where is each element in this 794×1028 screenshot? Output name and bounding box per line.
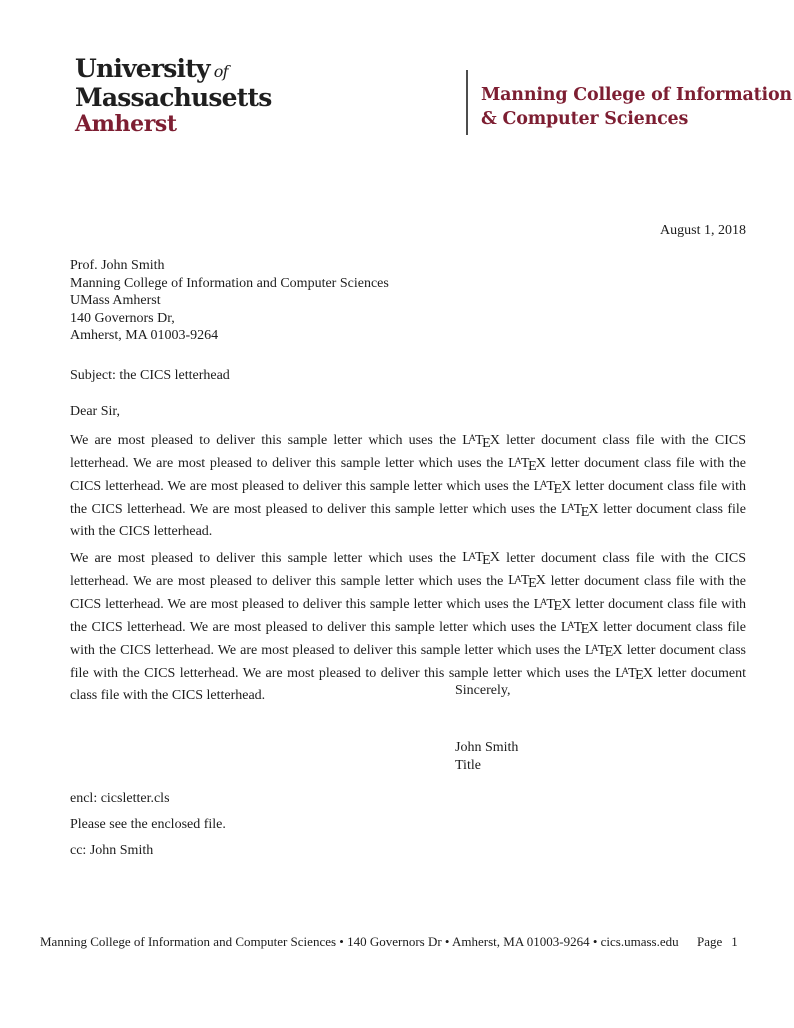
signature-block bbox=[455, 739, 518, 775]
latex-logo: $L^ATEX$ bbox=[508, 455, 546, 474]
latex-logo: $L^ATEX$ bbox=[615, 665, 654, 684]
salutation: Dear Sir, bbox=[70, 404, 120, 419]
latex-logo: $L^ATEX$ bbox=[462, 550, 501, 569]
subject-line: Subject: the CICS letterhead bbox=[70, 368, 230, 383]
body-paragraph-2: We are most pleased to deliver this sample letter which uses the $L^ATEX$ letter document class file with the CICS letterhead. We are most pleased to deliver this sample letter which uses the $L^ATEX$ letter document class file with the CICS letterhead. We are most pleased to deliver this sample letter which uses the $L^ATEX$ letter document class file with the CICS letterhead. We are most pleased to deliver this sample letter which uses the $L^ATEX$ letter document class file with the CICS letterhead. We are most pleased to deliver this sample letter which uses the $L^ATEX$ letter document class file with the CICS letterhead. We are most pleased to deliver this sample letter which uses the $L^ATEX$ letter document class file with the CICS letterhead. bbox=[70, 550, 747, 703]
latex-logo: $L^ATEX$ bbox=[462, 432, 501, 451]
recipient-name: Prof. John Smith bbox=[70, 258, 165, 273]
recipient-org: Manning College of Information and Computer Sciences bbox=[70, 275, 389, 291]
date: August 1, 2018 bbox=[660, 223, 746, 238]
page-number-value: 1 bbox=[731, 934, 738, 949]
logo-university-word: University bbox=[75, 54, 210, 83]
latex-logo: $L^ATEX$ bbox=[533, 596, 572, 615]
signature-title: Title bbox=[455, 758, 481, 773]
logo-of-word: of bbox=[213, 62, 228, 81]
latex-logo: $L^ATEX$ bbox=[533, 478, 572, 497]
body-paragraph-1: We are most pleased to deliver this sample letter which uses the $L^ATEX$ letter document class file with the CICS letterhead. We are most pleased to deliver this sample letter which uses the $L^ATEX$ letter document class file with the CICS letterhead. We are most pleased to deliver this sample letter which uses the $L^ATEX$ letter document class file with the CICS letterhead. We are most pleased to deliver this sample letter which uses the $L^ATEX$ letter document class file with the CICS letterhead. bbox=[70, 432, 747, 540]
enclosure-line: encl: cicsletter.cls bbox=[70, 791, 170, 806]
signature-name: John Smith bbox=[455, 740, 519, 755]
letterhead bbox=[0, 0, 794, 160]
umass-logo bbox=[75, 56, 272, 137]
college-name bbox=[481, 83, 792, 131]
latex-logo: $L^ATEX$ bbox=[508, 573, 546, 592]
letter-body bbox=[70, 430, 746, 711]
recipient-street: 140 Governors Dr, bbox=[70, 310, 175, 326]
recipient-address bbox=[70, 257, 746, 345]
latex-logo: $L^ATEX$ bbox=[560, 501, 599, 520]
page-number-word: Page bbox=[697, 934, 723, 949]
recipient-campus: UMass Amherst bbox=[70, 293, 161, 309]
closing: Sincerely, bbox=[455, 683, 511, 698]
latex-logo: $L^ATEX$ bbox=[560, 619, 599, 638]
logo-campus-word: Amherst bbox=[75, 111, 177, 137]
recipient-city: Amherst, MA 01003-9264 bbox=[70, 328, 219, 344]
college-name-line1: Manning College of Information bbox=[481, 85, 792, 105]
cc-line: cc: John Smith bbox=[70, 843, 154, 858]
logo-state-word: Massachusetts bbox=[75, 83, 272, 112]
enclosure-note: Please see the enclosed file. bbox=[70, 817, 226, 832]
letterhead-divider bbox=[466, 70, 468, 135]
page-number bbox=[697, 934, 738, 950]
logo-university-line bbox=[75, 56, 272, 85]
footer-address: Manning College of Information and Computer Sciences • 140 Governors Dr • Amherst, MA 01003-9264 • cics.umass.edu bbox=[40, 934, 679, 949]
latex-logo: $L^ATEX$ bbox=[584, 642, 623, 661]
college-name-line2: & Computer Sciences bbox=[481, 109, 689, 129]
